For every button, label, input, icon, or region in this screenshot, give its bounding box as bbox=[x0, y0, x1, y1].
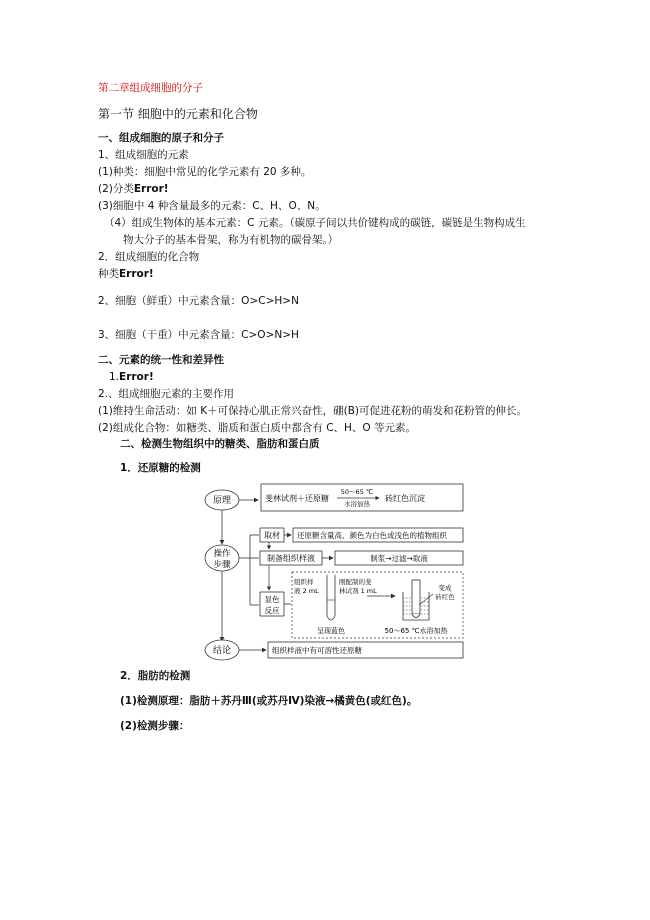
prep-text: 制浆→过滤→取液 bbox=[370, 554, 428, 563]
p3-1: 1．还原糖的检测 bbox=[120, 462, 201, 474]
color-label-1: 显色 bbox=[264, 595, 280, 604]
p1-9: 3、细胞（干重）中元素含量：C>O>N>H bbox=[98, 329, 299, 341]
p1-6: 2．组成细胞的化合物 bbox=[98, 251, 200, 263]
part2-heading: 二、元素的统一性和差异性 bbox=[98, 354, 224, 366]
part3-heading: 二、检测生物组织中的糖类、脂肪和蛋白质 bbox=[120, 438, 320, 450]
p2-1-prefix: 1. bbox=[109, 371, 120, 383]
error-ref-2: Error! bbox=[119, 268, 154, 280]
conclusion-label: 结论 bbox=[212, 646, 232, 656]
p3-4: (2)检测步骤： bbox=[120, 720, 190, 732]
reducing-sugar-diagram bbox=[195, 478, 470, 668]
prep-label: 制备组织样液 bbox=[267, 554, 315, 563]
p2-1 bbox=[109, 370, 154, 384]
p1-7-prefix: 种类 bbox=[98, 268, 119, 280]
p2-4: (2)组成化合物：如糖类、脂质和蛋白质中都含有 C、H、O 等元素。 bbox=[98, 422, 417, 434]
error-ref-3: Error! bbox=[119, 371, 154, 383]
water-bath-beaker bbox=[403, 580, 433, 620]
p2-3: (1)维持生命活动：如 K＋可保持心肌正常兴奋性，硼(B)可促进花粉的萌发和花粉管的伸长。 bbox=[98, 405, 527, 417]
tube2-text-1: 刚配制的斐 bbox=[339, 578, 372, 586]
material-text: 还原糖含量高、颜色为白色或浅色的植物组织 bbox=[297, 531, 447, 540]
p1-3-prefix: (2)分类 bbox=[98, 183, 134, 195]
p1-7 bbox=[98, 267, 154, 281]
p3-3: (1)检测原理：脂肪＋苏丹Ⅲ(或苏丹Ⅳ)染液→橘黄色(或红色)。 bbox=[120, 695, 418, 707]
change-text-1: 变成 bbox=[438, 584, 452, 592]
material-label: 取材 bbox=[264, 531, 280, 540]
p1-8: 2、细胞（鲜重）中元素含量：O>C>H>N bbox=[98, 295, 299, 307]
principle-label: 原理 bbox=[212, 496, 232, 506]
p1-5a: （4）组成生物体的基本元素：C 元素。（碳原子间以共价键构成的碳链，碳链是生物构成生 bbox=[104, 217, 526, 229]
caption-right: 50～65 ℃水浴加热 bbox=[384, 627, 448, 635]
conclusion-text: 组织样液中有可溶性还原糖 bbox=[272, 646, 362, 655]
error-ref-1: Error! bbox=[133, 183, 169, 195]
p3-2: 2．脂肪的检测 bbox=[120, 670, 191, 682]
steps-label-2: 步骤 bbox=[213, 560, 231, 570]
test-tube-1 bbox=[327, 575, 335, 620]
tube1-text-1: 组织样 bbox=[294, 578, 314, 586]
tube1-text-2: 液 2 mL bbox=[294, 587, 319, 595]
caption-left: 呈现蓝色 bbox=[317, 627, 345, 635]
p1-4: (3)细胞中 4 种含量最多的元素：C、H、O、N。 bbox=[98, 200, 326, 212]
principle-result: 砖红色沉淀 bbox=[385, 494, 425, 503]
part1-heading: 一、组成细胞的原子和分子 bbox=[98, 132, 224, 144]
section-title: 第一节 细胞中的元素和化合物 bbox=[98, 107, 258, 121]
color-label-2: 反应 bbox=[264, 606, 280, 615]
p1-5b: 物大分子的基本骨架，称为有机物的碳骨架。） bbox=[123, 234, 339, 246]
p2-2: 2.、组成细胞元素的主要作用 bbox=[98, 388, 235, 400]
condition-bottom: 水浴加热 bbox=[344, 500, 370, 508]
tube2-text-2: 林试剂 1 mL bbox=[339, 587, 377, 595]
condition-top: 50～65 ℃ bbox=[340, 488, 374, 496]
chapter-title: 第二章组成细胞的分子 bbox=[98, 82, 203, 94]
p1-2: (1)种类：细胞中常见的化学元素有 20 多种。 bbox=[98, 166, 312, 178]
p1-3 bbox=[98, 182, 169, 196]
principle-text: 斐林试剂＋还原糖 bbox=[265, 494, 329, 503]
steps-label-1: 操作 bbox=[213, 549, 231, 559]
change-text-2: 砖红色 bbox=[435, 593, 455, 601]
p1-1: 1、组成细胞的元素 bbox=[98, 149, 189, 161]
